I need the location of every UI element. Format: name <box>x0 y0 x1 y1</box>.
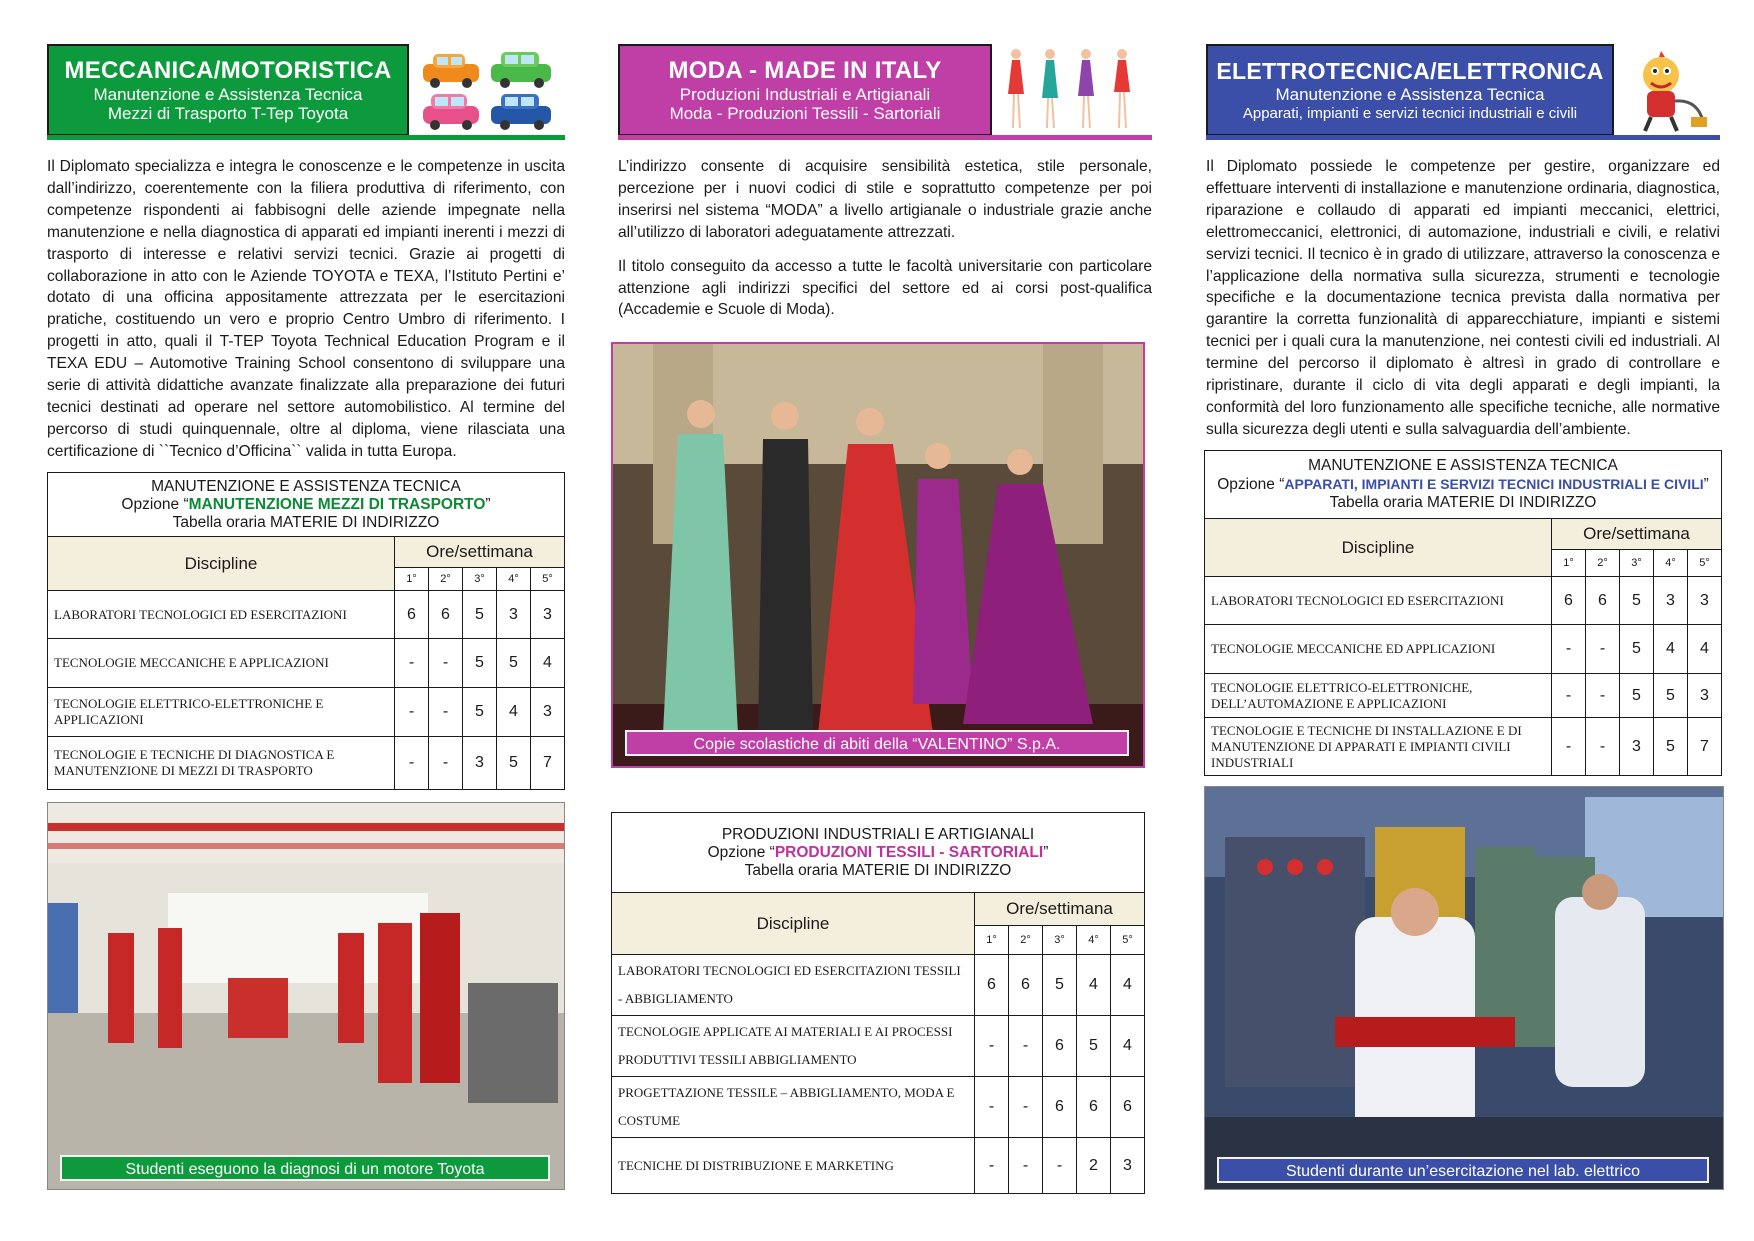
year-header: 1° <box>1552 550 1586 577</box>
subject-cell: TECNICHE DI DISTRIBUZIONE E MARKETING <box>612 1138 975 1194</box>
table-row <box>48 639 565 688</box>
description-paragraph <box>618 156 1152 321</box>
hours-cell: 6 <box>429 591 463 639</box>
year-header: 2° <box>1586 550 1620 577</box>
column-moda <box>618 44 1152 1174</box>
description-paragraph <box>47 156 565 466</box>
subject-cell: PROGETTAZIONE TESSILE – ABBIGLIAMENTO, MODA E COSTUME <box>612 1077 975 1138</box>
photo-caption: Copie scolastiche di abiti della “VALENTINO” S.p.A. <box>625 730 1129 756</box>
hours-cell: 5 <box>1077 1016 1111 1077</box>
banner-elettrotecnica <box>1206 44 1720 136</box>
hours-cell: 2 <box>1077 1138 1111 1194</box>
table-option: Opzione “APPARATI, IMPIANTI E SERVIZI TECNICI INDUSTRIALI E CIVILI” <box>1217 476 1709 493</box>
table-row <box>612 1077 1145 1138</box>
hours-cell: 5 <box>1620 625 1654 674</box>
table-row <box>612 1138 1145 1194</box>
hours-cell: 4 <box>1688 625 1722 674</box>
hours-cell: - <box>429 737 463 790</box>
banner-subtitle: Manutenzione e Assistenza Tecnica <box>93 85 363 104</box>
table-row <box>48 737 565 790</box>
banner-title: ELETTROTECNICA/ELETTRONICA <box>1216 57 1604 84</box>
hours-cell: 4 <box>531 639 565 688</box>
hours-cell: 3 <box>531 591 565 639</box>
discipline-header: Discipline <box>612 893 975 955</box>
subject-cell: TECNOLOGIE ELETTRICO-ELETTRONICHE E APPLICAZIONI <box>48 688 395 737</box>
hours-cell: - <box>1043 1138 1077 1194</box>
hours-cell: - <box>1586 674 1620 718</box>
subject-cell: TECNOLOGIE E TECNICHE DI DIAGNOSTICA E MANUTENZIONE DI MEZZI DI TRASPORTO <box>48 737 395 790</box>
hours-cell: 5 <box>497 639 531 688</box>
hours-cell: - <box>395 737 429 790</box>
subject-cell: TECNOLOGIE APPLICATE AI MATERIALI E AI PROCESSI PRODUTTIVI TESSILI ABBIGLIAMENTO <box>612 1016 975 1077</box>
banner-subtitle: Produzioni Industriali e Artigianali <box>679 85 931 104</box>
table-row <box>48 688 565 737</box>
hours-cell: 3 <box>497 591 531 639</box>
hours-cell: - <box>1552 625 1586 674</box>
year-header: 5° <box>531 568 565 591</box>
hours-cell: 6 <box>1009 955 1043 1016</box>
year-header: 2° <box>429 568 463 591</box>
discipline-header: Discipline <box>48 537 395 591</box>
banner-title: MECCANICA/MOTORISTICA <box>64 57 392 84</box>
table-title: PRODUZIONI INDUSTRIALI E ARTIGIANALI <box>721 825 1035 843</box>
hours-cell: 3 <box>531 688 565 737</box>
hours-cell: - <box>975 1138 1009 1194</box>
banner-meccanica <box>47 44 565 136</box>
hours-cell: 5 <box>1620 577 1654 625</box>
column-meccanica <box>47 44 565 1190</box>
table-title-cell <box>1205 451 1722 519</box>
banner-title-box <box>1206 44 1614 136</box>
discipline-header: Discipline <box>1205 519 1552 577</box>
hours-cell: 6 <box>1111 1077 1145 1138</box>
hours-table <box>1204 450 1722 776</box>
hours-cell: 6 <box>395 591 429 639</box>
year-header: 3° <box>1620 550 1654 577</box>
hours-cell: - <box>1586 718 1620 776</box>
hours-cell: 6 <box>1077 1077 1111 1138</box>
subject-cell: TECNOLOGIE E TECNICHE DI INSTALLAZIONE E DI MANUTENZIONE DI APPARATI E IMPIANTI CIVILI INDUSTRIALI <box>1205 718 1552 776</box>
table-title-cell <box>48 473 565 537</box>
hours-cell: - <box>975 1016 1009 1077</box>
banner-subtitle: Mezzi di Trasporto T-Tep Toyota <box>107 104 349 123</box>
banner-subtitle: Manutenzione e Assistenza Tecnica <box>1275 84 1545 104</box>
hours-cell: 5 <box>1654 718 1688 776</box>
hours-cell: 3 <box>1620 718 1654 776</box>
banner-title-box <box>618 44 992 136</box>
subject-cell: LABORATORI TECNOLOGICI ED ESERCITAZIONI TESSILI - ABBIGLIAMENTO <box>612 955 975 1016</box>
hours-header: Ore/settimana <box>395 537 565 568</box>
hours-cell: 4 <box>1111 955 1145 1016</box>
hours-cell: 4 <box>1077 955 1111 1016</box>
description-paragraph <box>1206 156 1720 450</box>
hours-cell: 6 <box>975 955 1009 1016</box>
hours-cell: - <box>429 639 463 688</box>
hours-cell: 5 <box>463 639 497 688</box>
fashion-models-illustration <box>992 44 1152 136</box>
workshop-scene-image <box>48 803 565 1189</box>
hours-cell: 6 <box>1586 577 1620 625</box>
year-header: 1° <box>395 568 429 591</box>
year-header: 4° <box>497 568 531 591</box>
hours-cell: 6 <box>1552 577 1586 625</box>
year-header: 5° <box>1111 926 1145 955</box>
year-header: 5° <box>1688 550 1722 577</box>
hours-cell: 5 <box>463 688 497 737</box>
hours-cell: - <box>429 688 463 737</box>
banner-underline <box>47 135 565 140</box>
cars-icon <box>417 48 557 132</box>
hours-cell: - <box>1009 1016 1043 1077</box>
hours-cell: - <box>395 639 429 688</box>
subject-cell: TECNOLOGIE MECCANICHE ED APPLICAZIONI <box>1205 625 1552 674</box>
hours-cell: - <box>1552 718 1586 776</box>
hours-cell: 4 <box>1654 625 1688 674</box>
hours-header: Ore/settimana <box>975 893 1145 926</box>
subject-cell: LABORATORI TECNOLOGICI ED ESERCITAZIONI <box>48 591 395 639</box>
hours-cell: 7 <box>531 737 565 790</box>
table-subtitle: Tabella oraria MATERIE DI INDIRIZZO <box>1329 494 1597 511</box>
photo-caption: Studenti durante un’esercitazione nel lab. elettrico <box>1217 1157 1709 1183</box>
hours-cell: - <box>975 1077 1009 1138</box>
hours-cell: - <box>1552 674 1586 718</box>
electrical-lab-photo <box>1204 786 1724 1190</box>
fashion-models-icon <box>1002 46 1142 134</box>
table-row <box>48 591 565 639</box>
table-subtitle: Tabella oraria MATERIE DI INDIRIZZO <box>172 513 440 531</box>
electrician-mascot-illustration <box>1614 44 1720 136</box>
column-elettrotecnica <box>1206 44 1720 1190</box>
hours-cell: - <box>1009 1077 1043 1138</box>
hours-cell: 4 <box>497 688 531 737</box>
electrician-mascot-icon <box>1621 45 1713 135</box>
subject-cell: LABORATORI TECNOLOGICI ED ESERCITAZIONI <box>1205 577 1552 625</box>
hours-cell: 5 <box>463 591 497 639</box>
hours-cell: 5 <box>1043 955 1077 1016</box>
hours-cell: 7 <box>1688 718 1722 776</box>
fashion-show-scene-image <box>613 344 1143 766</box>
banner-title: MODA - MADE IN ITALY <box>668 57 942 84</box>
table-row <box>1205 674 1722 718</box>
table-row <box>1205 718 1722 776</box>
fashion-show-photo <box>611 342 1145 768</box>
hours-cell: 5 <box>497 737 531 790</box>
banner-underline <box>618 135 1152 140</box>
hours-cell: 5 <box>1654 674 1688 718</box>
description-text: Il Diplomato specializza e integra le conoscenze e le competenze in uscita dall’indirizzo, coerentemente con la filiera produttiva di riferimento, con competenze rispondenti ai fabbisogni delle aziende impegnate nella manutenzione e nella diagnostica di apparati ed impianti inerenti i mezzi di trasporto di interesse e relativi servizi tecnici. Grazie ai progetti di collaborazione in atto con le Aziende TOYOTA e TEXA, l’Istituto Pertini e’ dotato di una officina appositamente attrezzata per le esercitazioni pratiche, costituendo un vero e proprio Centro Umbro di riferimento. I progetti in atto, quali il T-TEP Toyota Technical Education Program e il TEXA EDU – Automotive Training School consentono di sviluppare una serie di attività didattiche avanzate finalizzate alla preparazione dei futuri tecnici destinati ad operare nel settore automobilistico. Al termine del percorso di studi quinquennale, oltre al diploma, viene rilasciata una certificazione di ``Tecnico d’Officina`` valida in tutta Europa. <box>47 158 565 460</box>
table-title-cell <box>612 813 1145 893</box>
table-row <box>1205 625 1722 674</box>
electrical-lab-scene-image <box>1205 787 1723 1189</box>
photo-caption: Studenti eseguono la diagnosi di un motore Toyota <box>60 1155 550 1181</box>
hours-cell: 4 <box>1111 1016 1145 1077</box>
hours-cell: 6 <box>1043 1016 1077 1077</box>
year-header: 2° <box>1009 926 1043 955</box>
subject-cell: TECNOLOGIE MECCANICHE E APPLICAZIONI <box>48 639 395 688</box>
table-row <box>1205 577 1722 625</box>
hours-cell: 3 <box>463 737 497 790</box>
hours-header: Ore/settimana <box>1552 519 1722 550</box>
year-header: 4° <box>1654 550 1688 577</box>
hours-cell: 3 <box>1654 577 1688 625</box>
banner-subtitle: Moda - Produzioni Tessili - Sartoriali <box>669 104 941 123</box>
description-text: Il titolo conseguito da accesso a tutte le facoltà universitarie con particolare attenzione agli indirizzi specifici del settore ed ai corsi post-qualifica (Accademie e Scuole di Moda). <box>618 257 1152 319</box>
table-row <box>612 1016 1145 1077</box>
hours-cell: 5 <box>1620 674 1654 718</box>
table-title: MANUTENZIONE E ASSISTENZA TECNICA <box>151 477 461 495</box>
hours-cell: 6 <box>1043 1077 1077 1138</box>
year-header: 3° <box>1043 926 1077 955</box>
banner-subtitle: Apparati, impianti e servizi tecnici industriali e civili <box>1242 104 1578 122</box>
description-text: L’indirizzo consente di acquisire sensibilità estetica, stile personale, percezione per i nuovi codici di stile e soprattutto competenze per poi inserirsi nel sistema “MODA” a livello artigianale o industriale grazie anche all’utilizzo di laboratori adeguatamente attrezzati. <box>618 158 1152 241</box>
banner-moda <box>618 44 1152 136</box>
year-header: 1° <box>975 926 1009 955</box>
banner-underline <box>1206 135 1720 140</box>
table-option: Opzione “MANUTENZIONE MEZZI DI TRASPORTO” <box>121 495 491 513</box>
table-row <box>612 955 1145 1016</box>
hours-cell: 3 <box>1688 577 1722 625</box>
table-title: MANUTENZIONE E ASSISTENZA TECNICA <box>1308 457 1618 474</box>
hours-cell: 3 <box>1688 674 1722 718</box>
hours-cell: 3 <box>1111 1138 1145 1194</box>
banner-title-box <box>47 44 409 136</box>
hours-cell: - <box>395 688 429 737</box>
hours-cell: - <box>1009 1138 1043 1194</box>
cars-illustration <box>409 44 565 136</box>
year-header: 4° <box>1077 926 1111 955</box>
hours-table <box>611 812 1145 1194</box>
description-text: Il Diplomato possiede le competenze per gestire, organizzare ed effettuare interventi di installazione e manutenzione ordinaria, diagnostica, riparazione e collaudo di apparati ed impianti meccanici, elettrici, elettromeccanici, elettronici, di automazione, industriali e civili, e relativi servizi tecnici. Il tecnico è in grado di utilizzare, attraverso la conoscenza e l’applicazione della normativa sulla sicurezza, strumenti e tecnologie specifiche e la documentazione tecnica prevista dalla normativa per garantire la corretta funzionalità di apparecchiature, impianti e sistemi tecnici per i quali cura la manutenzione, nei contesti civili ed industriali. Al termine del percorso il diplomato è altresì in grado di controllare e ripristinare, durante il ciclo di vita degli apparati e degli impianti, la conformità del loro funzionamento alle specifiche tecniche, alle normative sulla sicurezza degli utenti e sulla salvaguardia dell’ambiente. <box>1206 158 1720 438</box>
table-option: Opzione “PRODUZIONI TESSILI - SARTORIALI” <box>707 843 1049 861</box>
table-subtitle: Tabella oraria MATERIE DI INDIRIZZO <box>744 861 1012 879</box>
year-header: 3° <box>463 568 497 591</box>
subject-cell: TECNOLOGIE ELETTRICO-ELETTRONICHE, DELL’AUTOMAZIONE E APPLICAZIONI <box>1205 674 1552 718</box>
hours-table <box>47 472 565 790</box>
hours-cell: - <box>1586 625 1620 674</box>
workshop-photo <box>47 802 565 1190</box>
